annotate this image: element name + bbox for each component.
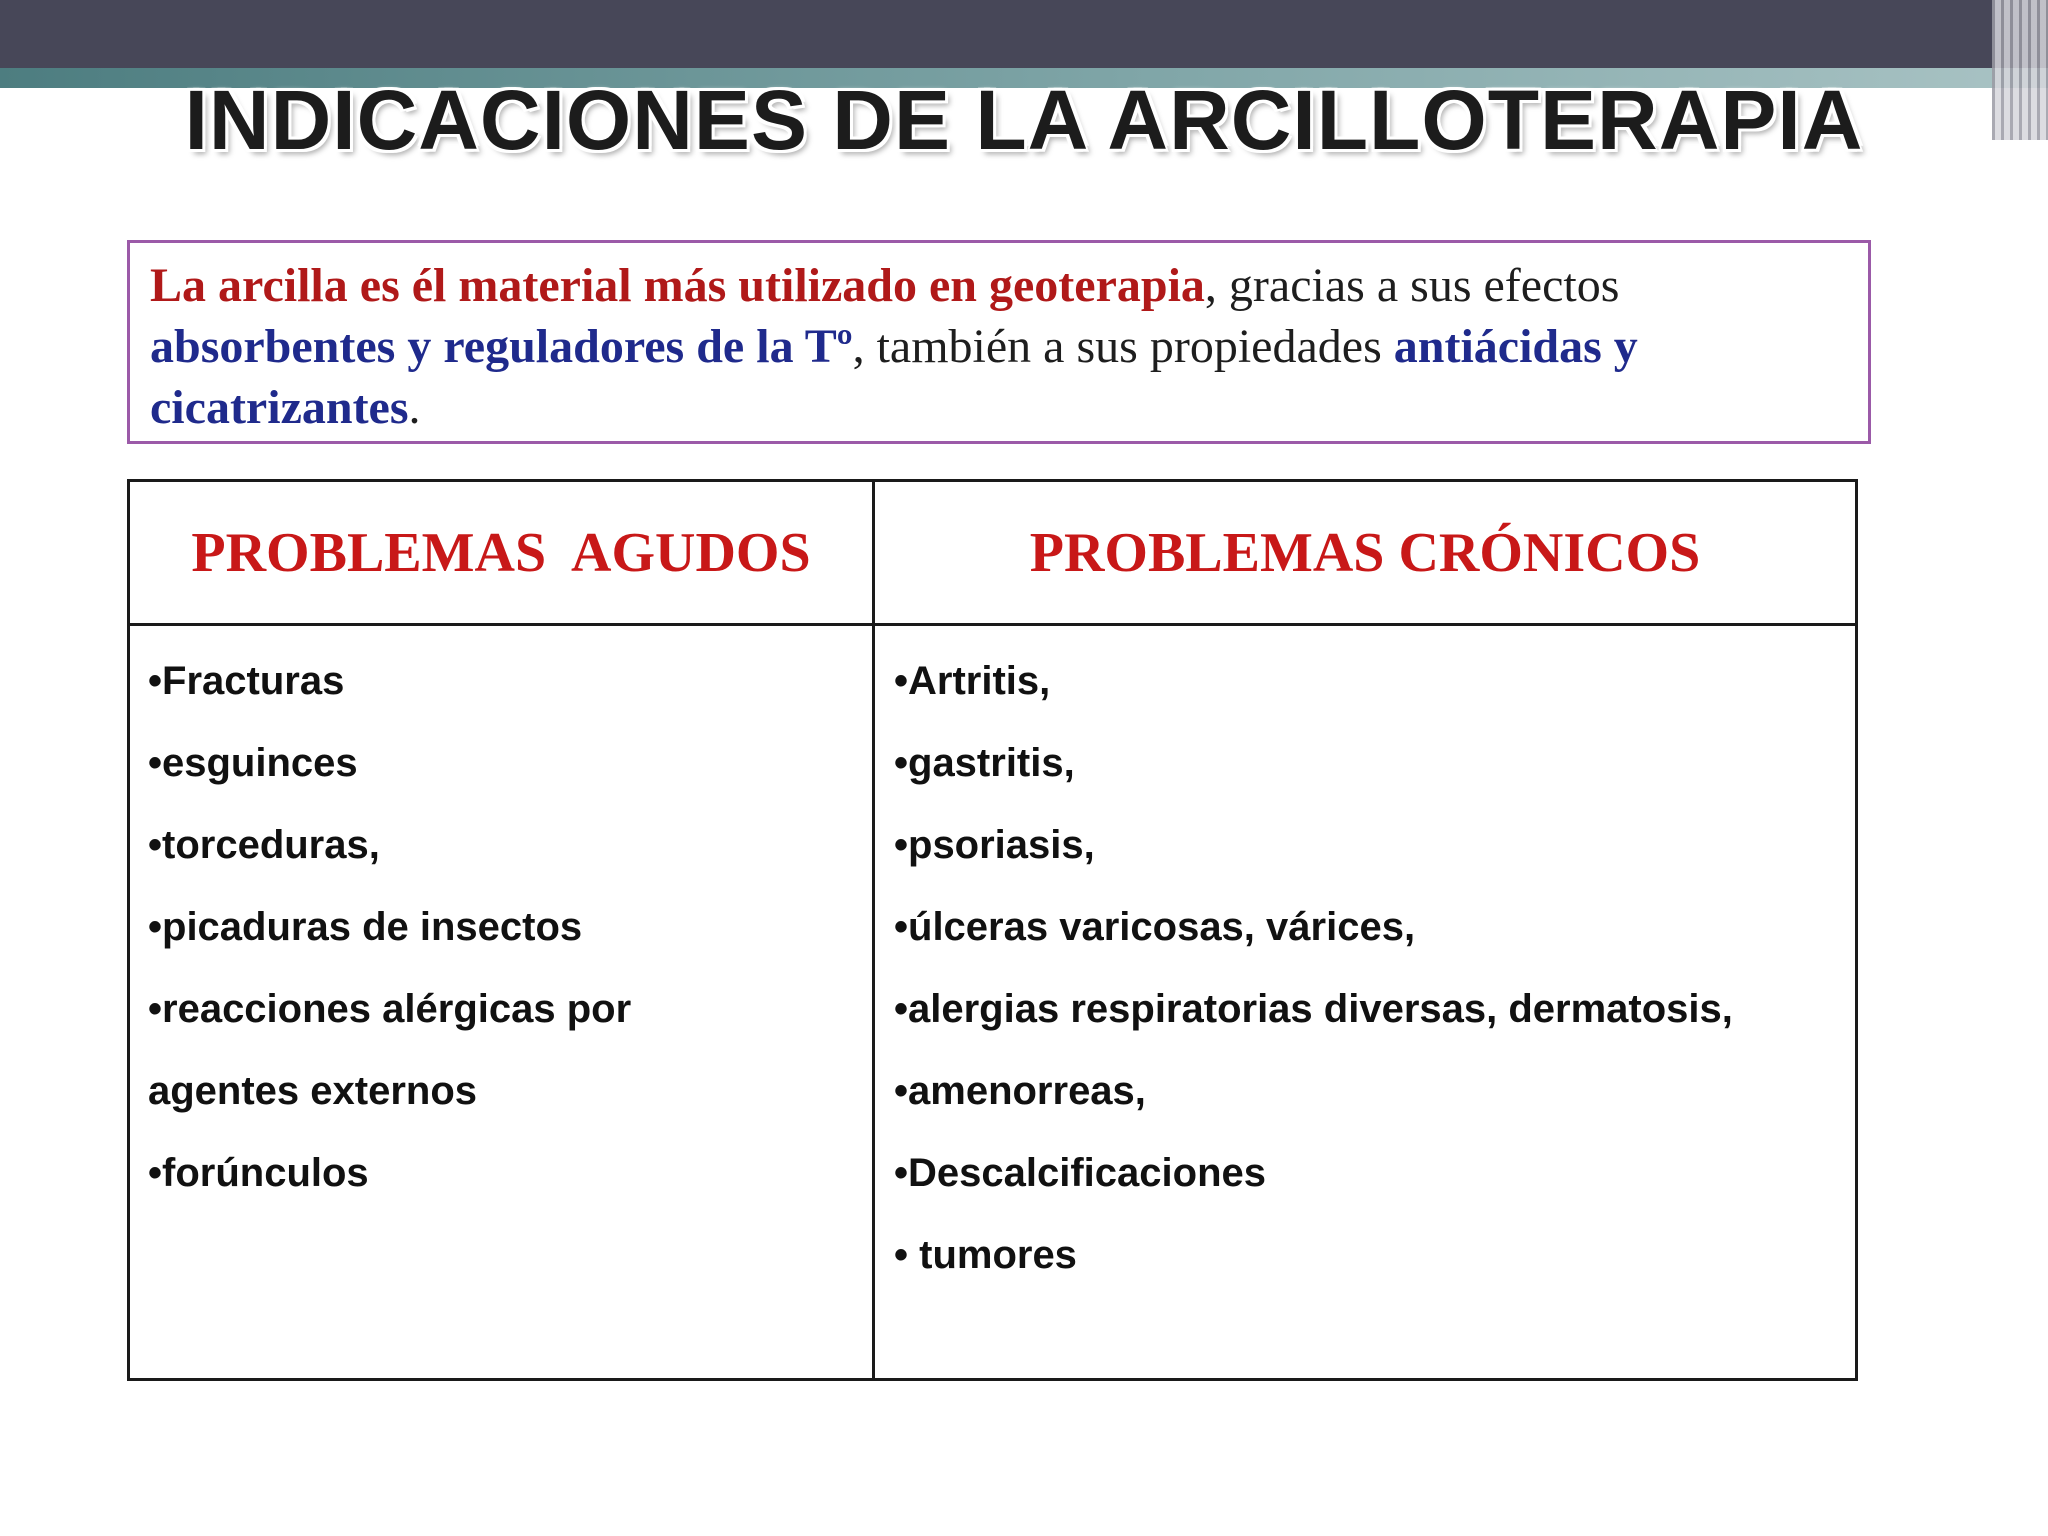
header-chronic-problems: PROBLEMAS CRÓNICOS bbox=[1029, 521, 1701, 584]
list-item: •esguinces bbox=[148, 741, 358, 785]
header-divider bbox=[130, 623, 1855, 626]
list-item: •forúnculos bbox=[148, 1151, 369, 1195]
list-item: •amenorreas, bbox=[894, 1069, 1146, 1113]
intro-text-box bbox=[127, 240, 1871, 444]
intro-text-end: . bbox=[408, 381, 421, 434]
list-item: •Artritis, bbox=[894, 659, 1051, 703]
slide-title: INDICACIONES DE LA ARCILLOTERAPIA bbox=[184, 73, 1864, 167]
list-item: •Descalcificaciones bbox=[894, 1151, 1266, 1195]
list-item: •torceduras, bbox=[148, 823, 380, 867]
intro-text-1: , gracias a sus efectos bbox=[1204, 259, 1620, 312]
list-item: • tumores bbox=[894, 1233, 1077, 1277]
acute-problems-list bbox=[148, 628, 863, 1214]
intro-highlight-material: La arcilla es él material más utilizado en geoterapia bbox=[150, 259, 1205, 312]
intro-highlight-effects: absorbentes y reguladores de la Tº bbox=[150, 320, 853, 373]
intro-text-2: , también a sus propiedades bbox=[852, 320, 1394, 373]
problems-table bbox=[127, 479, 1858, 1381]
list-item: •picaduras de insectos bbox=[148, 905, 583, 949]
header-acute-problems: PROBLEMAS AGUDOS bbox=[191, 521, 811, 584]
intro-highlight-properties: antiácidas y cicatrizantes bbox=[150, 320, 1638, 434]
list-item: •Fracturas bbox=[148, 659, 345, 703]
list-item: •úlceras varicosas, várices, bbox=[894, 905, 1416, 949]
top-decorative-band bbox=[0, 0, 2048, 68]
list-item: agentes externos bbox=[148, 1069, 478, 1113]
list-item: •reacciones alérgicas por bbox=[148, 987, 632, 1031]
list-item: •alergias respiratorias diversas, dermatosis, bbox=[894, 987, 1733, 1031]
list-item: •gastritis, bbox=[894, 741, 1075, 785]
chronic-problems-list bbox=[894, 628, 1849, 1296]
list-item: •psoriasis, bbox=[894, 823, 1095, 867]
